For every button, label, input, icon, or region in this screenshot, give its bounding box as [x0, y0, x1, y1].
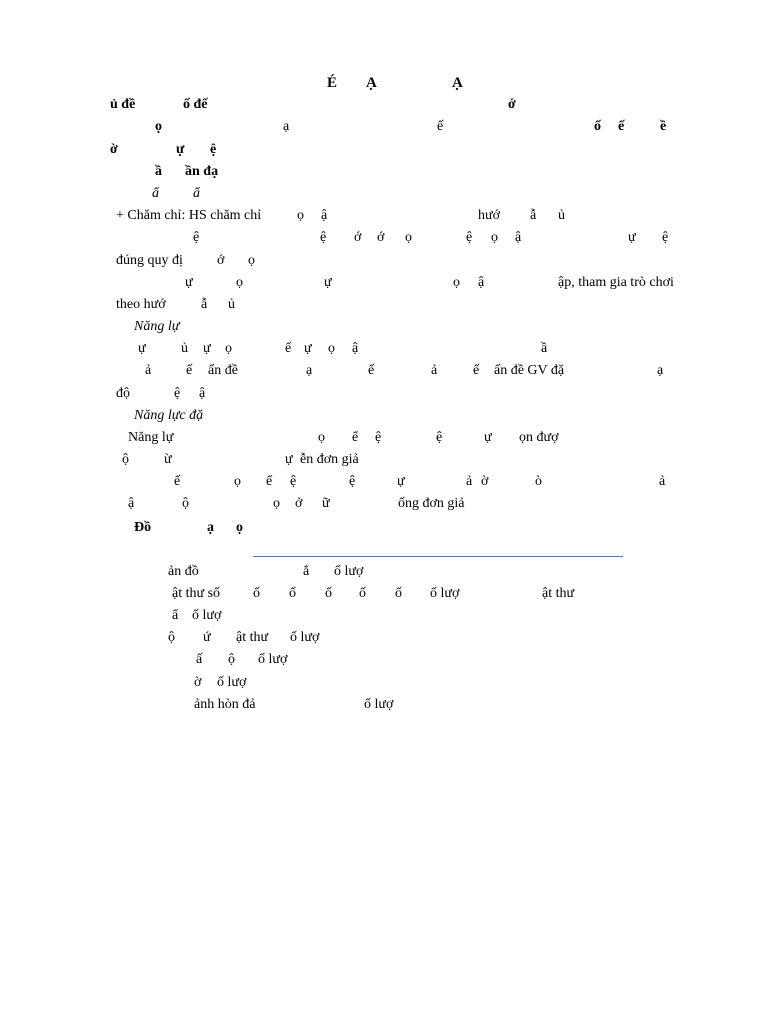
line-fragment: ế [368, 363, 375, 378]
line-fragment: ậ [128, 496, 135, 511]
line-fragment: ể [266, 474, 273, 489]
line-fragment: ả [431, 363, 438, 378]
line-fragment: ệ [290, 474, 297, 489]
line-fragment: ọ [297, 208, 304, 223]
title-fragment-2: Ạ [366, 75, 377, 91]
line-fragment: ậ [478, 275, 485, 290]
line-fragment: ả [466, 474, 473, 489]
line-fragment: ả [145, 363, 152, 378]
line-fragment: ế [186, 363, 193, 378]
line-fragment: ể [352, 430, 359, 445]
line-fragment: Năng lự [128, 430, 174, 445]
line-fragment: ộ [122, 452, 129, 467]
line-fragment: ệ [193, 230, 200, 245]
line-fragment: ủ đề [110, 97, 136, 112]
line-fragment: ọ [491, 230, 498, 245]
section-heading: Đồ [134, 520, 152, 535]
line-fragment: ẩ [193, 186, 200, 201]
line-fragment: ự [397, 474, 405, 489]
line-fragment: ấn đề GV đặ [494, 363, 565, 378]
line-fragment: ờ [194, 675, 202, 690]
line-fragment: ủ [228, 297, 235, 312]
line-fragment: ệ [662, 230, 669, 245]
line-fragment: ố lượ [192, 608, 222, 623]
line-fragment: ố lượ [217, 675, 247, 690]
line-fragment: ản đồ [168, 564, 199, 579]
line-fragment: ự [138, 341, 146, 356]
line-fragment: ứ [203, 630, 211, 645]
line-fragment: ố lượ [430, 586, 460, 601]
line-fragment: ủ [181, 341, 188, 356]
line-fragment: ố [594, 119, 601, 134]
line-fragment: ở [295, 496, 303, 511]
line-fragment: ọ [328, 341, 335, 356]
line-fragment: ự [285, 452, 293, 467]
line-fragment: ọ [225, 341, 232, 356]
line-fragment: ố đế [183, 97, 208, 112]
line-fragment: ừ [164, 452, 172, 467]
line-fragment: ật thư số [172, 586, 221, 601]
line-fragment: ộ [168, 630, 175, 645]
line-fragment: ấn đề [208, 363, 238, 378]
line-fragment: ọ [155, 119, 162, 134]
line-fragment: + Chăm chỉ: HS chăm chỉ [116, 208, 262, 223]
line-fragment: ớ [377, 230, 385, 245]
line-fragment: ố lượ [290, 630, 320, 645]
title-fragment-1: É [327, 75, 338, 91]
line-fragment: ọ [234, 474, 241, 489]
line-fragment: ọ [273, 496, 280, 511]
line-fragment: ệ [436, 430, 443, 445]
line-fragment: ậ [199, 386, 206, 401]
title-fragment-3: Ạ [452, 75, 463, 91]
line-fragment: ập, tham gia trò chơi [558, 275, 674, 290]
horizontal-rule [253, 556, 623, 557]
line-fragment: ố [289, 586, 296, 601]
line-fragment: theo hướ [116, 297, 166, 312]
section-heading: Năng lự [134, 319, 180, 334]
line-fragment: ệ [174, 386, 181, 401]
line-fragment: ự [176, 142, 185, 157]
line-fragment: ộ [182, 496, 189, 511]
section-heading: Năng lực đặ [134, 408, 204, 423]
line-fragment: ọ [236, 275, 243, 290]
line-fragment: độ [116, 386, 130, 401]
line-fragment: ố lượ [364, 697, 394, 712]
line-fragment: ờ [110, 142, 118, 157]
line-fragment: ự [185, 275, 193, 290]
line-fragment: ọ [236, 520, 243, 535]
line-fragment: ật thư [542, 586, 575, 601]
line-fragment: ạ [283, 119, 290, 134]
line-fragment: ế [437, 119, 444, 134]
line-fragment: ẩ [172, 608, 179, 623]
line-fragment: ảnh hòn đả [194, 697, 256, 712]
line-fragment: ớ [508, 97, 516, 112]
line-fragment: ệ [375, 430, 382, 445]
line-fragment: ạ [207, 520, 214, 535]
line-fragment: ậ [352, 341, 359, 356]
line-fragment: ự [324, 275, 332, 290]
line-fragment: ố [395, 586, 402, 601]
line-fragment: ố [325, 586, 332, 601]
line-fragment: đúng quy đị [116, 253, 183, 268]
line-fragment: ố [253, 586, 260, 601]
line-fragment: ệ [349, 474, 356, 489]
line-fragment: ẫ [201, 297, 208, 312]
line-fragment: ễn đơn giả [300, 452, 359, 467]
line-fragment: ề [660, 119, 667, 134]
line-fragment: ống đơn giả [398, 496, 465, 511]
line-fragment: ần đạ [185, 164, 219, 179]
line-fragment: ấ [196, 652, 203, 667]
line-fragment: ữ [322, 496, 330, 511]
line-fragment: ế [618, 119, 625, 134]
line-fragment: ủ [558, 208, 565, 223]
line-fragment: ẫ [530, 208, 537, 223]
line-fragment: ố lượ [334, 564, 364, 579]
line-fragment: ật thư [236, 630, 269, 645]
line-fragment: ắ [303, 564, 310, 579]
line-fragment: ọ [248, 253, 255, 268]
line-fragment: ệ [320, 230, 327, 245]
line-fragment: ự [484, 430, 492, 445]
line-fragment: ệ [210, 142, 217, 157]
line-fragment: ậ [321, 208, 328, 223]
line-fragment: ộ [228, 652, 235, 667]
line-fragment: ẩ [152, 186, 159, 201]
line-fragment: ự [203, 341, 211, 356]
line-fragment: ệ [466, 230, 473, 245]
line-fragment: ố [359, 586, 366, 601]
line-fragment: ò [535, 474, 542, 489]
line-fragment: hướ [478, 208, 500, 223]
line-fragment: ọ [453, 275, 460, 290]
line-fragment: ớ [217, 253, 225, 268]
line-fragment: ự [628, 230, 636, 245]
line-fragment: ế [285, 341, 292, 356]
line-fragment: ờ [481, 474, 489, 489]
line-fragment: ế [174, 474, 181, 489]
line-fragment: ế [473, 363, 480, 378]
line-fragment: ọ [405, 230, 412, 245]
line-fragment: ọn đượ [519, 430, 559, 445]
line-fragment: ạ [657, 363, 664, 378]
line-fragment: ự [304, 341, 312, 356]
line-fragment: ả [659, 474, 666, 489]
line-fragment: ớ [354, 230, 362, 245]
line-fragment: ầ [541, 341, 548, 356]
line-fragment: ọ [318, 430, 325, 445]
line-fragment: ạ [306, 363, 313, 378]
line-fragment: ầ [155, 164, 162, 179]
line-fragment: ố lượ [258, 652, 288, 667]
line-fragment: ậ [515, 230, 522, 245]
